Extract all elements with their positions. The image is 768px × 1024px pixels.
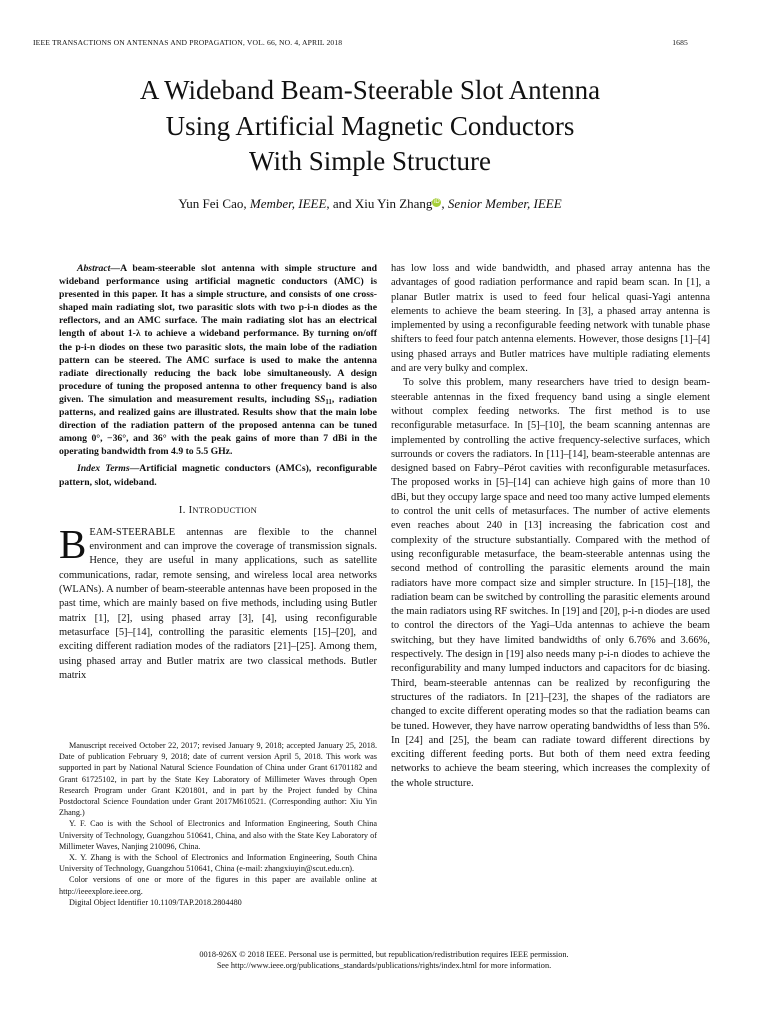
abstract-text-cont: , radiation patterns, and realized gains are illustrated. Results show that the main lobe direction of the radiation pattern of the proposed antenna can be tuned among 0°, −36°, and 36° with the peak gains of more than 7 dBi in the operating bandwidth from 4.9 to 5.5 GHz. xyxy=(59,393,378,458)
footnote-color: Color versions of one or more of the figures in this paper are available online at http://ieeexplore.ieee.org. xyxy=(59,875,377,896)
intro-text: EAM-STEERABLE antennas are flexible to the channel environment and can improve the coverage of transmission signals. Hence, they are useful in many applications, such as satellite communications, radar, remote sensing, and wireless local area networks (WLANs). A number of beam-steerable antennas have been proposed in the past time, which are mainly based on five methods, including using Butler matrix [1], [2], using phased array [3], [4], using reconfigurable metasurface [5]–[14], controlling the parasitic elements [15]–[20], and exciting different radiation modes of the radiators [21]–[25]. Among them, using phased array and Butler matrix are two classical methods. Butler matrix xyxy=(59,526,377,681)
title-line: With Simple Structure xyxy=(249,146,491,176)
index-terms-label: Index Terms xyxy=(77,463,130,475)
s-param-subscript: 11 xyxy=(325,398,332,406)
author-name: Yun Fei Cao, xyxy=(178,196,250,211)
abstract-label: Abstract xyxy=(77,263,111,274)
drop-cap: B xyxy=(59,520,87,567)
section-heading: I. INTRODUCTION xyxy=(178,504,258,516)
paper-title xyxy=(60,73,680,180)
author-connector: , xyxy=(441,196,448,211)
intro-paragraph xyxy=(59,520,377,683)
copyright-notice xyxy=(60,949,708,972)
page-number: 1685 xyxy=(672,38,688,47)
author-role: Senior Member, IEEE xyxy=(447,196,562,211)
footnote-doi: Digital Object Identifier 10.1109/TAP.2018.2804480 xyxy=(69,897,242,907)
author-line xyxy=(60,196,680,212)
footnote-affiliation: X. Y. Zhang is with the School of Electronics and Information Engineering, South China University of Technology, Guangzhou 510641, China (e-mail: zhangxiuyin@scut.edu.cn). xyxy=(59,853,377,874)
title-line: Using Artificial Magnetic Conductors xyxy=(165,110,575,141)
body-paragraph: To solve this problem, many researchers have tried to design beam-steerable antennas in the fixed frequency band using a single element without complex feeding networks. The first method is to use reconfigurable metasurface. In [5]–[10], the beam scanning antennas are implemented by controlling the active frequency-selective surfaces, which surrounds or covers the radiators. In [11]–[14], beam-steerable antennas are designed based on Fabry–Pérot cavities with reconfigurable metasurfaces. The proposed works in [5]–[14] can achieve high gains of more than 10 dBi, but they occupy large space and need too many active lumped elements to control the unit cells of metasurfaces. The number of active elements even reaches about 240 in [13] increasing the fabrication cost and complexity of the structure substantially. Compared with the method of using reconfigurable metasurface, the beam-steerable antennas using the second method of controlling the parasitic elements around the main radiators have more compact size and simpler structure. In [15]–[18], the radiation beam can be switched by controlling the parasitic elements around the main radiators using RF switches. In [19] and [20], p-i-n diodes are used to control the directors of the Yagi–Uda antennas to achieve the beam switching, but they have limited bandwidths of only 6.76% and 3.66%, respectively. The design in [19] also needs many p-i-n diodes to achieve the reconfigurability and many lumped inductors and capacitors for dc biasing. Third, beam-steerable antennas can be realized by reconfiguring the structures of the radiators. In [21]–[23], the shapes of the radiators are changed to excite different operating modes so that the radiation beams can be tuned. However, they have narrow operating bandwidths of less than 5%. In [24] and [25], the beam can radiate toward different directions by exciting different feeding ports. But both of them need extra feeding networks to achieve the beam steering, which increases the complexity of the whole structure. xyxy=(391,377,710,789)
right-column xyxy=(391,262,710,791)
footnote-manuscript: Manuscript received October 22, 2017; revised January 9, 2018; accepted January 25, 2018. Date of publication February 9, 2018; date of current version April 5, 2018. This work was supported in part by National Natural Science Foundation of China under Grant 61701182 and Grant 61725102, in part by the State Key Laboratory of Millimeter Waves through Open Research Program under Grant K201801, and in part by the Project funded by China Postdoctoral Science Foundation under Grant 2017M610521. (Corresponding author: Xiu Yin Zhang.) xyxy=(59,741,377,818)
journal-header: IEEE TRANSACTIONS ON ANTENNAS AND PROPAGATION, VOL. 66, NO. 4, APRIL 2018 xyxy=(33,38,343,47)
abstract xyxy=(59,262,377,458)
copyright-line: See http://www.ieee.org/publications_standards/publications/rights/index.html for more information. xyxy=(216,961,552,971)
index-terms xyxy=(59,462,377,488)
body-paragraph: has low loss and wide bandwidth, and phased array antenna has the advantages of good radiation performance and rapid beam scan. In [1], a planar Butler matrix is used to feed four helical quasi-Yagi antenna elements to achieve the beam steering. In [3], a phased array antenna is implemented by using a reconfigurable feeding network with tunable phase shifters to feed four patch antenna elements. However, those designs [1]–[4] using phased arrays and Butler matrices have multiple radiating elements and are very bulky and complex. xyxy=(391,263,710,375)
copyright-line: 0018-926X © 2018 IEEE. Personal use is permitted, but republication/redistribution requires IEEE permission. xyxy=(199,950,569,959)
footnotes xyxy=(59,740,377,908)
title-line: A Wideband Beam-Steerable Slot Antenna xyxy=(139,75,601,105)
author-role: Member, IEEE xyxy=(249,196,327,211)
left-column xyxy=(59,262,377,683)
abstract-text: —A beam-steerable slot antenna with simple structure and wideband performance using artificial magnetic conductors (AMC) is presented in this paper. It has a simple structure, and consists of one cross-shaped main radiating slot, two parasitic slots with two p-i-n diodes as the reflectors, and an AMC surface. The main radiating slot has an electrical length of about 1-λ to achieve a wideband performance. By turning on/off the p-i-n diodes on these two parasitic slots, the main lobe of the radiation pattern can be steered. The AMC surface is used to make the antenna radiate directionally reducing the back lobe simultaneously. A design procedure of tuning the proposed antenna to other frequency band is also given. The simulation and measurement results, including S xyxy=(59,263,377,405)
author-connector: , and Xiu Yin Zhang xyxy=(326,196,433,211)
s-param-symbol: S xyxy=(320,393,326,405)
orcid-icon[interactable]: iD xyxy=(434,199,440,205)
footnote-affiliation: Y. F. Cao is with the School of Electronics and Information Engineering, South China University of Technology, Guangzhou 510641, China, and also with the State Key Laboratory of Millimeter Waves, Nanjing 210096, China. xyxy=(59,819,377,851)
index-terms-text: —Artificial magnetic conductors (AMCs), reconfigurable pattern, slot, wideband. xyxy=(59,463,377,488)
